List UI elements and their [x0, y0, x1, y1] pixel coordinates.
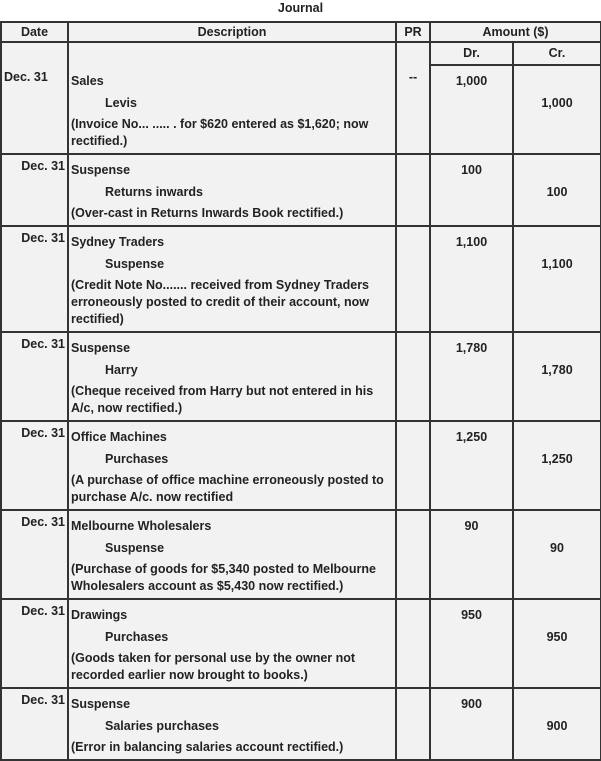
header-dr: Dr.	[430, 42, 513, 65]
credit-amount: 90	[513, 510, 601, 599]
entry-description	[68, 688, 396, 760]
credit-account: Purchases	[105, 630, 169, 644]
narration: (Goods taken for personal use by the owner not recorded earlier now brought to books.)	[71, 651, 356, 682]
narration: (A purchase of office machine erroneously posted to purchase A/c. now rectified	[71, 473, 384, 504]
entry-description	[68, 332, 396, 421]
credit-amount: 1,100	[513, 226, 601, 332]
header-cr: Cr.	[513, 42, 601, 65]
credit-amount: 900	[513, 688, 601, 760]
entry-date: Dec. 31	[1, 599, 68, 688]
entry-description	[68, 226, 396, 332]
narration: (Credit Note No....... received from Sydney Traders erroneously posted to credit of their account, now rectified)	[71, 278, 370, 326]
table-row	[1, 154, 601, 226]
debit-amount: 1,250	[430, 421, 513, 510]
debit-account: Sydney Traders	[71, 235, 165, 249]
table-row	[1, 42, 601, 65]
entry-date: Dec. 31	[1, 332, 68, 421]
credit-account: Purchases	[105, 452, 169, 466]
entry-pr	[396, 688, 430, 760]
debit-account: Suspense	[71, 697, 131, 711]
debit-account: Suspense	[71, 341, 131, 355]
entry-description	[68, 599, 396, 688]
credit-account: Salaries purchases	[105, 719, 219, 733]
table-row	[1, 226, 601, 332]
debit-amount: 900	[430, 688, 513, 760]
debit-account: Suspense	[71, 163, 131, 177]
entry-date: Dec. 31	[1, 42, 68, 154]
journal-table	[0, 21, 601, 761]
credit-amount: 1,000	[513, 65, 601, 154]
table-row	[1, 599, 601, 688]
entry-pr	[396, 332, 430, 421]
entry-pr	[396, 421, 430, 510]
narration: (Purchase of goods for $5,340 posted to Melbourne Wholesalers account as $5,430 now rectified.)	[71, 562, 376, 593]
narration: (Error in balancing salaries account rectified.)	[71, 740, 344, 754]
header-description: Description	[68, 22, 396, 42]
entry-description	[68, 42, 396, 154]
debit-amount: 1,780	[430, 332, 513, 421]
entry-description	[68, 510, 396, 599]
credit-account: Suspense	[105, 257, 165, 271]
narration: (Cheque received from Harry but not entered in his A/c, now rectified.)	[71, 384, 374, 415]
table-row	[1, 688, 601, 760]
entry-pr	[396, 154, 430, 226]
debit-account: Melbourne Wholesalers	[71, 519, 212, 533]
header-pr: PR	[396, 22, 430, 42]
entry-pr	[396, 226, 430, 332]
entry-date: Dec. 31	[1, 154, 68, 226]
entry-date: Dec. 31	[1, 421, 68, 510]
entry-pr	[396, 510, 430, 599]
credit-account: Suspense	[105, 541, 165, 555]
entry-pr: --	[396, 42, 430, 154]
entry-date: Dec. 31	[1, 226, 68, 332]
entry-date: Dec. 31	[1, 510, 68, 599]
debit-amount: 90	[430, 510, 513, 599]
debit-account: Sales	[71, 74, 104, 88]
debit-account: Office Machines	[71, 430, 167, 444]
table-row	[1, 510, 601, 599]
credit-account: Levis	[105, 96, 137, 110]
debit-amount: 1,000	[430, 65, 513, 154]
credit-account: Returns inwards	[105, 185, 203, 199]
credit-amount: 1,780	[513, 332, 601, 421]
entry-description	[68, 421, 396, 510]
narration: (Invoice No... ..... . for $620 entered as $1,620; now rectified.)	[71, 117, 369, 148]
header-amount: Amount ($)	[430, 22, 601, 42]
credit-amount: 950	[513, 599, 601, 688]
table-row	[1, 421, 601, 510]
credit-account: Harry	[105, 363, 138, 377]
journal-title: Journal	[277, 1, 324, 15]
narration: (Over-cast in Returns Inwards Book rectified.)	[71, 206, 344, 220]
debit-amount: 950	[430, 599, 513, 688]
table-row	[1, 332, 601, 421]
header-date: Date	[1, 22, 68, 42]
entry-date: Dec. 31	[1, 688, 68, 760]
credit-amount: 1,250	[513, 421, 601, 510]
debit-amount: 1,100	[430, 226, 513, 332]
entry-description	[68, 154, 396, 226]
debit-account: Drawings	[71, 608, 128, 622]
debit-amount: 100	[430, 154, 513, 226]
credit-amount: 100	[513, 154, 601, 226]
entry-pr	[396, 599, 430, 688]
